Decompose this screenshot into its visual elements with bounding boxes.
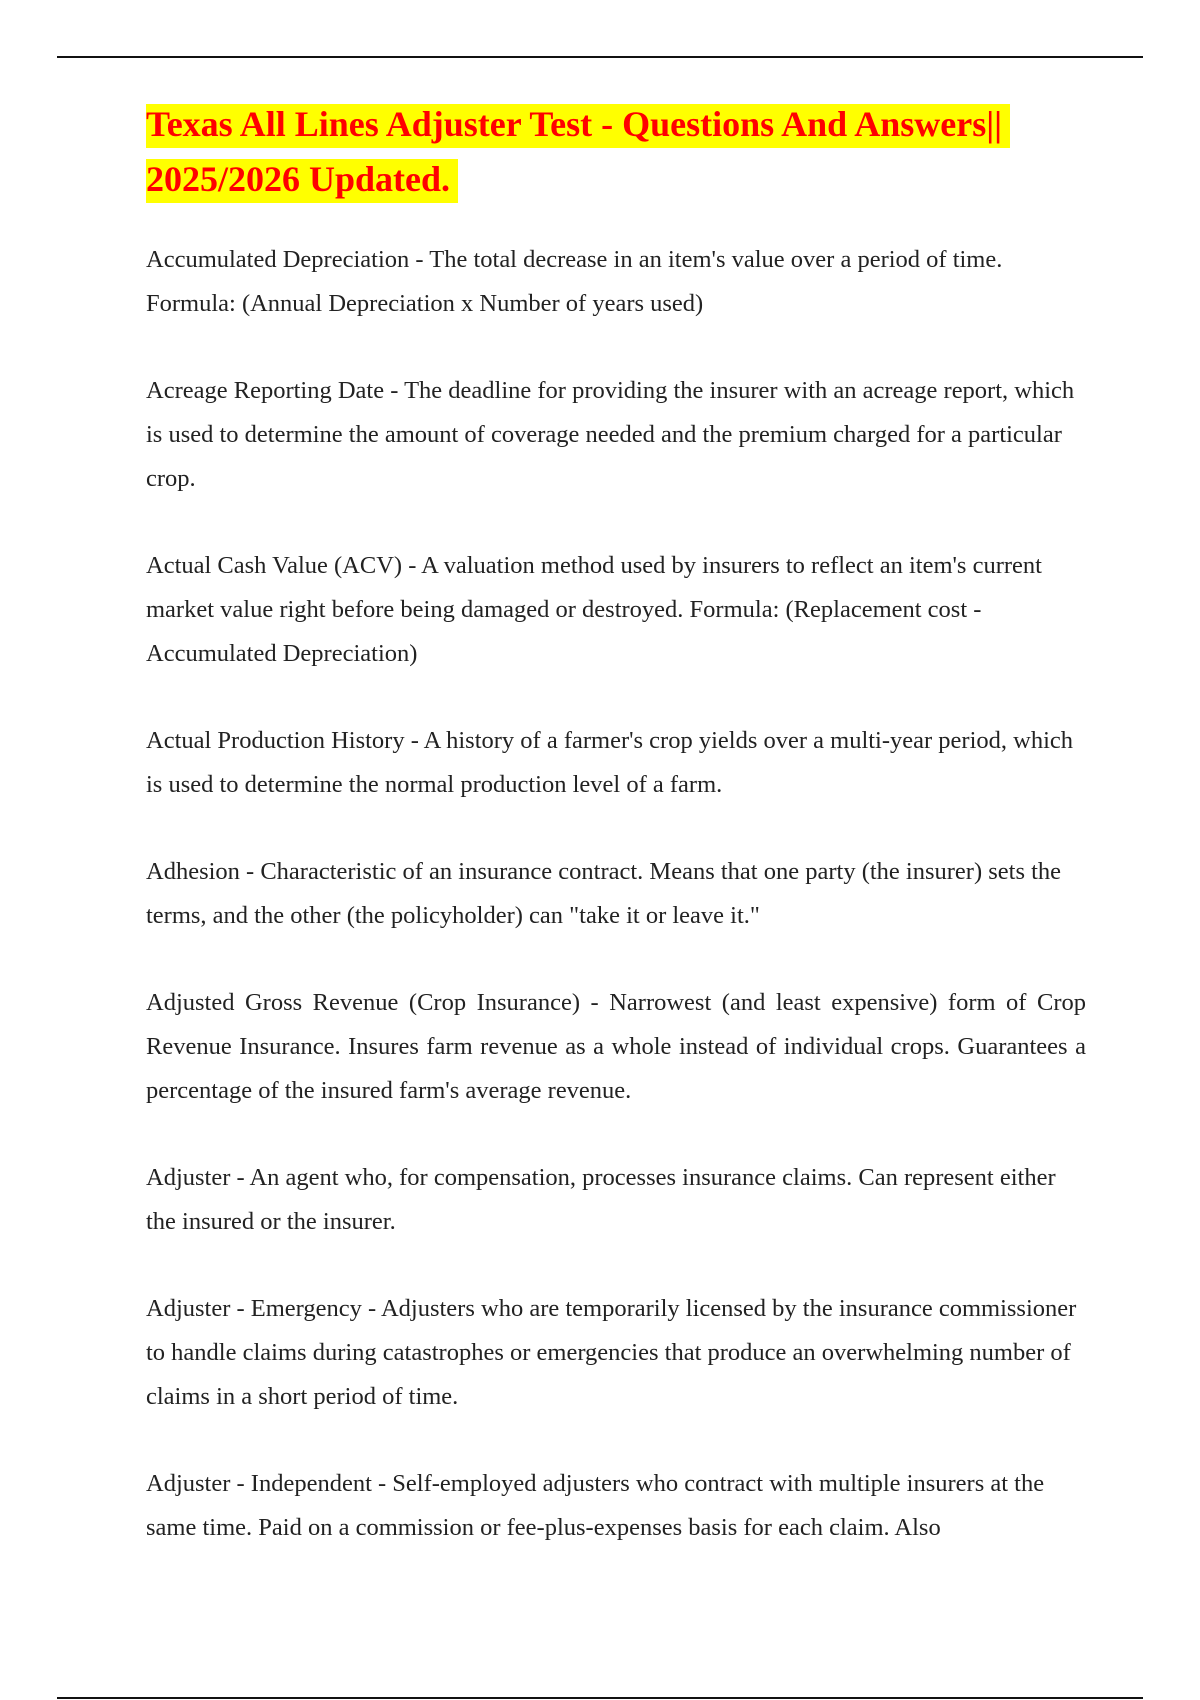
bottom-rule bbox=[57, 1697, 1143, 1699]
entry-term: Adhesion bbox=[146, 858, 240, 885]
entry-term: Adjusted Gross Revenue (Crop Insurance) bbox=[146, 989, 580, 1016]
entry-term: Actual Cash Value (ACV) bbox=[146, 552, 403, 579]
entry-definition: A history of a farmer's crop yields over a multi-year period, which is used to determine the normal production level of a farm. bbox=[146, 727, 1074, 798]
entry-definition: Characteristic of an insurance contract. Means that one party (the insurer) sets the terms, and the other (the policyholder) can "take it or leave it." bbox=[146, 858, 1062, 929]
glossary-entry bbox=[146, 1287, 1086, 1419]
glossary-entry bbox=[146, 238, 1086, 326]
entry-separator: - bbox=[404, 727, 424, 754]
glossary-entry bbox=[146, 1462, 1086, 1550]
entry-separator: - bbox=[402, 552, 422, 579]
glossary-entry bbox=[146, 369, 1086, 501]
glossary-entry bbox=[146, 981, 1086, 1113]
entry-term: Adjuster bbox=[146, 1164, 231, 1191]
entry-definition: The total decrease in an item's value over a period of time. Formula: (Annual Depreciation x Number of years used) bbox=[146, 246, 1003, 317]
entry-definition: Narrowest (and least expensive) form of Crop Revenue Insurance. Insures farm revenue as a whole instead of individual crops. Guarantees a percentage of the insured farm's average revenue. bbox=[146, 989, 1086, 1104]
entry-separator: - bbox=[580, 989, 610, 1016]
entry-term: Actual Production History bbox=[146, 727, 405, 754]
entry-separator: - bbox=[230, 1164, 250, 1191]
entry-term: Adjuster - Independent bbox=[146, 1470, 372, 1497]
entry-term: Acreage Reporting Date bbox=[146, 377, 385, 404]
entry-separator: - bbox=[384, 377, 405, 404]
glossary-entry bbox=[146, 850, 1086, 938]
glossary-entry bbox=[146, 544, 1086, 676]
entry-separator: - bbox=[409, 246, 430, 273]
title-line-2: 2025/2026 Updated. bbox=[146, 159, 454, 203]
document-body bbox=[146, 97, 1086, 1593]
entry-definition: A valuation method used by insurers to reflect an item's current market value right before being damaged or destroyed. Formula: (Replacement cost - Accumulated Depreciation) bbox=[146, 552, 1042, 667]
entry-term: Adjuster - Emergency bbox=[146, 1295, 362, 1322]
entry-definition: An agent who, for compensation, processes insurance claims. Can represent either the insured or the insurer. bbox=[146, 1164, 1056, 1235]
title-highlight bbox=[146, 104, 1010, 203]
entry-definition: Adjusters who are temporarily licensed by the insurance commissioner to handle claims during catastrophes or emergencies that produce an overwhelming number of claims in a short period of time. bbox=[146, 1295, 1077, 1410]
top-rule bbox=[57, 56, 1143, 58]
entry-separator: - bbox=[361, 1295, 381, 1322]
page-title bbox=[146, 97, 1086, 207]
title-line-1: Texas All Lines Adjuster Test - Questions And Answers|| bbox=[146, 104, 1006, 148]
entry-definition: Self-employed adjusters who contract with multiple insurers at the same time. Paid on a commission or fee-plus-expenses basis for each claim. Also bbox=[146, 1470, 1045, 1541]
entry-separator: - bbox=[371, 1470, 393, 1497]
entry-term: Accumulated Depreciation bbox=[146, 246, 410, 273]
glossary-entry bbox=[146, 719, 1086, 807]
entry-separator: - bbox=[239, 858, 261, 885]
entry-definition: The deadline for providing the insurer with an acreage report, which is used to determine the amount of coverage needed and the premium charged for a particular crop. bbox=[146, 377, 1075, 492]
glossary-entry bbox=[146, 1156, 1086, 1244]
